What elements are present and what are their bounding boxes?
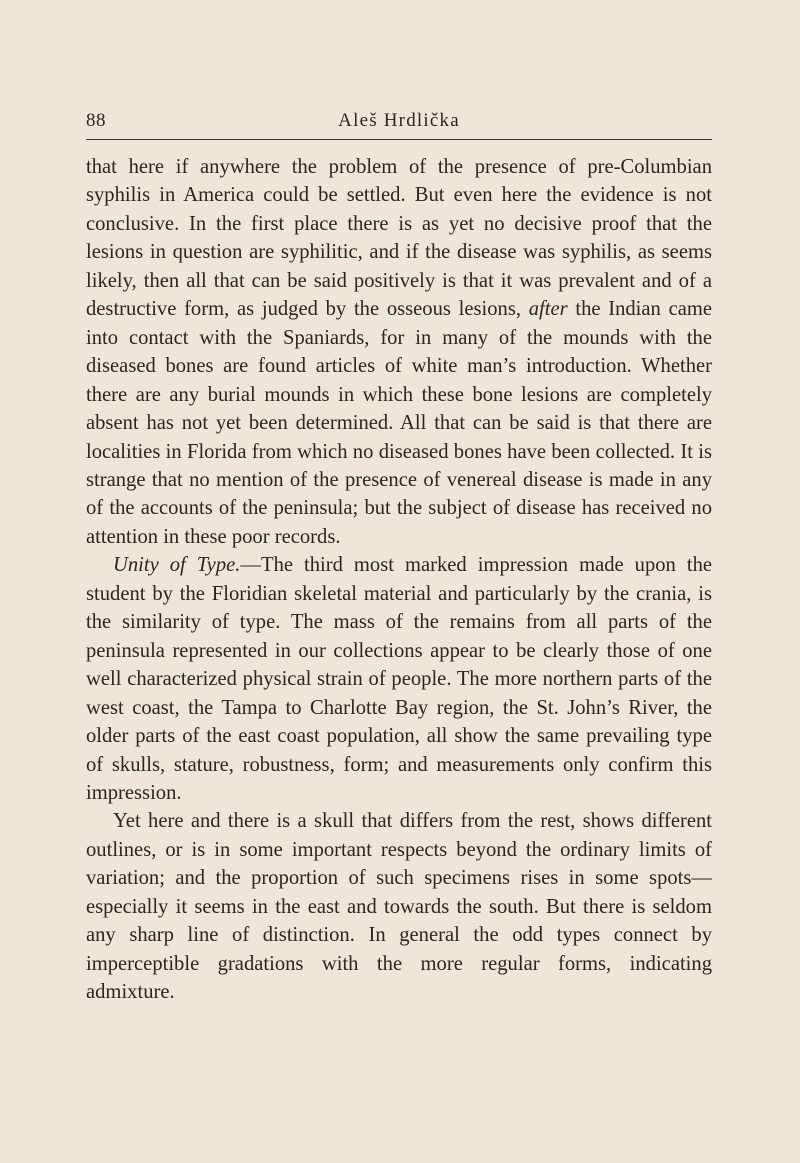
paragraph-text: Yet here and there is a skull that differs from the rest, shows different outlines, or is in some important respects beyond the ordinary limits of variation; and the proportion of such specimens rises in some spots—especially it seems in the east and towards the south. But there is seldom any sharp line of distinction. In general the odd types connect by imperceptible gradations with the more regular forms, indicating admixture. bbox=[86, 810, 712, 1004]
section-heading: Unity of Type. bbox=[113, 554, 241, 577]
italic-emphasis: after bbox=[528, 298, 568, 321]
header-rule bbox=[86, 139, 712, 140]
paragraph-syphilis bbox=[86, 153, 712, 551]
page-number: 88 bbox=[86, 110, 106, 131]
running-head bbox=[86, 110, 712, 136]
paragraph-unity-of-type bbox=[86, 551, 712, 807]
paragraph-text: —The third most marked impression made upon the student by the Floridian skeletal material and particularly by the crania, is the similarity of type. The mass of the remains from all parts of the peninsula represented in our collections appear to be clearly those of one well characterized physical strain of people. The more northern parts of the west coast, the Tampa to Charlotte Bay region, the St. John’s River, the older parts of the east coast population, all show the same prevailing type of skulls, stature, robustness, form; and measurements only confirm this impression. bbox=[86, 554, 713, 804]
paragraph-text: that here if anywhere the problem of the presence of pre-Columbian syphilis in America could be settled. But even here the evidence is not conclusive. In the first place there is as yet no decisive proof that the lesions in question are syphilitic, and if the disease was syphilis, as seems likely, then all that can be said positively is that it was prevalent and of a destructive form, as judged by the osseous lesions, bbox=[86, 156, 712, 321]
running-title: Aleš Hrdlička bbox=[338, 110, 460, 131]
body-text bbox=[86, 153, 712, 1007]
paragraph-variation bbox=[86, 807, 712, 1006]
paragraph-text: the Indian came into contact with the Spaniards, for in many of the mounds with the diseased bones are found articles of white man’s introduction. Whether there are any burial mounds in which these bone lesions are completely absent has not yet been determined. All that can be said is that there are localities in Florida from which no diseased bones have been collected. It is strange that no mention of the presence of venereal disease is made in any of the accounts of the peninsula; but the subject of disease has received no attention in these poor records. bbox=[86, 298, 713, 548]
